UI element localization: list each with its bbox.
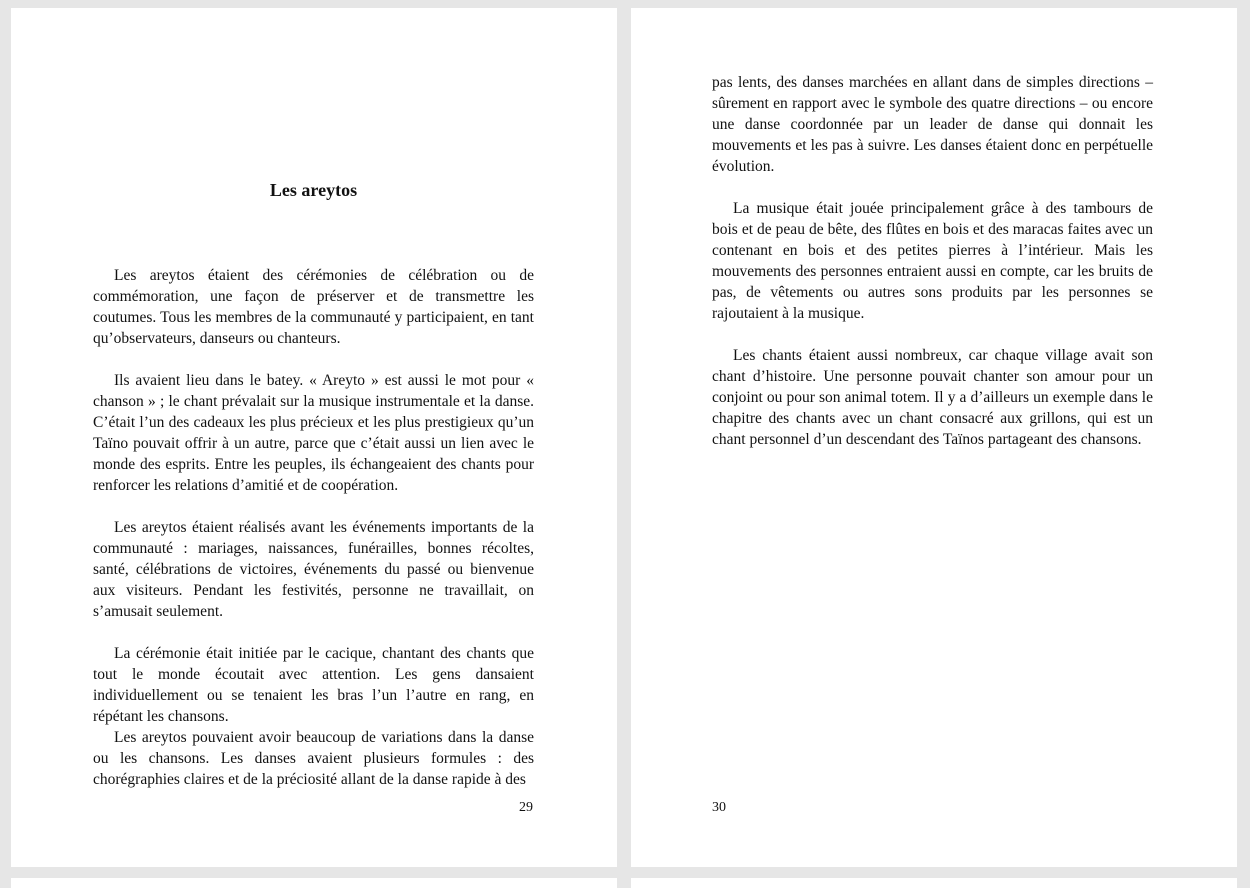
paragraph: Les areytos étaient des cérémonies de célébration ou de commémoration, une façon de préserver et de transmettre les coutumes. Tous les membres de la communauté y participaient, en tant qu’observateurs, danseurs ou chanteurs. [93,267,534,347]
paragraph: La musique était jouée principalement grâce à des tambours de bois et de peau de bête, des flûtes en bois et des maracas faites avec un contenant en bois et des petites pierres à l’intérieur. Mais les mouvements des personnes entraient aussi en compte, car les bruits de pas, de vêtements ou autres sons produits par les personnes se rajoutaient à la musique. [712,200,1153,322]
paragraph: La cérémonie était initiée par le cacique, chantant des chants que tout le monde écoutait avec attention. Les gens dansaient individuellement ou se tenaient les bras l’un l’autre en rang, en répétant les chansons. [93,645,534,725]
paragraph: pas lents, des danses marchées en allant dans de simples directions – sûrement en rapport avec le symbole des quatre directions – ou encore une danse coordonnée par un leader de danse qui donnait les mouvements et les pas à suivre. Les danses étaient donc en perpétuelle évolution. [712,74,1153,175]
paragraph: Les areytos pouvaient avoir beaucoup de variations dans la danse ou les chansons. Les danses avaient plusieurs formules : des chorégraphies claires et de la préciosité allant de la danse rapide à des [93,729,534,788]
page-29 [11,8,617,867]
page-number: 29 [519,800,533,815]
paragraph: Les chants étaient aussi nombreux, car chaque village avait son chant d’histoire. Une personne pouvait chanter son amour pour un conjoint ou pour son animal totem. Il y a d’ailleurs un exemple dans le chapitre des chants avec un chant consacré aux grillons, qui est un chant personnel d’un descendant des Taïnos partageant des chansons. [712,347,1153,448]
next-page-edge [631,878,1237,888]
page-29-body [93,265,534,790]
paragraph: Ils avaient lieu dans le batey. « Areyto » est aussi le mot pour « chanson » ; le chant prévalait sur la musique instrumentale et la danse. C’était l’un des cadeaux les plus précieux et les plus prestigieux qu’un Taïno pouvait offrir à un autre, parce que c’était aussi un lien avec le monde des esprits. Entre les peuples, ils échangeaient des chants pour renforcer les relations d’amitié et de coopération. [93,372,534,494]
next-page-edge [11,878,617,888]
chapter-title: Les areytos [269,180,358,200]
page-30-body [712,72,1153,450]
paragraph: Les areytos étaient réalisés avant les événements importants de la communauté : mariages, naissances, funérailles, bonnes récoltes, santé, célébrations de victoires, événements du passé ou bienvenue aux visiteurs. Pendant les festivités, personne ne travaillait, on s’amusait seulement. [93,519,534,620]
page-number: 30 [712,800,726,815]
page-30 [631,8,1237,867]
